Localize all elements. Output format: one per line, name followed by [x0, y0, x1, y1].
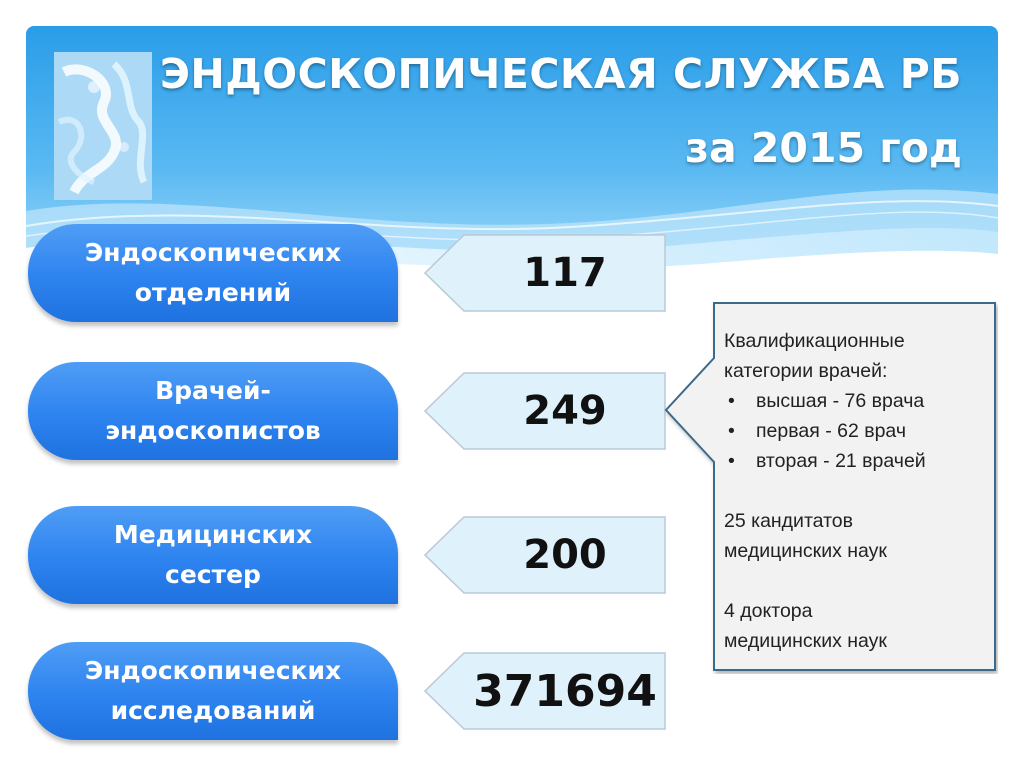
candidates-line1: 25 кандитатов	[724, 510, 853, 532]
list-item: • высшая - 76 врача	[724, 386, 984, 416]
category-list	[724, 386, 984, 476]
stat-label-departments	[28, 224, 398, 322]
list-item: • первая - 62 врач	[724, 416, 984, 446]
candidates-line2: медицинских наук	[724, 540, 887, 562]
stat-label-doctors	[28, 362, 398, 460]
callout-heading-line2: категории врачей:	[724, 360, 888, 382]
stat-value-text: 249	[523, 388, 607, 434]
stat-label-nurses	[28, 506, 398, 604]
stat-label-text: Медицинских сестер	[113, 520, 313, 589]
page-title: ЭНДОСКОПИЧЕСКАЯ СЛУЖБА РБ	[159, 50, 962, 98]
stat-value-examinations	[424, 652, 666, 730]
stat-value-departments	[424, 234, 666, 312]
doctors-line2: медицинских наук	[724, 630, 887, 652]
qualification-callout	[664, 302, 998, 674]
callout-heading-line1: Квалификационные	[724, 330, 905, 352]
callout-text	[724, 326, 984, 656]
stat-value-text: 200	[523, 532, 607, 578]
stat-label-text: Эндоскопических отделений	[84, 238, 342, 307]
header-illustration	[54, 52, 152, 200]
stat-label-text: Эндоскопических исследований	[84, 656, 342, 725]
stat-value-text: 117	[523, 250, 607, 296]
page-subtitle: за 2015 год	[685, 124, 962, 172]
stat-label-text: Врачей- эндоскопистов	[105, 376, 321, 445]
stat-label-examinations	[28, 642, 398, 740]
stat-value-nurses	[424, 516, 666, 594]
doctors-line1: 4 доктора	[724, 600, 813, 622]
stat-value-doctors	[424, 372, 666, 450]
list-item: • вторая - 21 врачей	[724, 446, 984, 476]
endoscopy-illustration-icon	[54, 52, 152, 200]
stat-value-text: 371694	[473, 665, 657, 717]
